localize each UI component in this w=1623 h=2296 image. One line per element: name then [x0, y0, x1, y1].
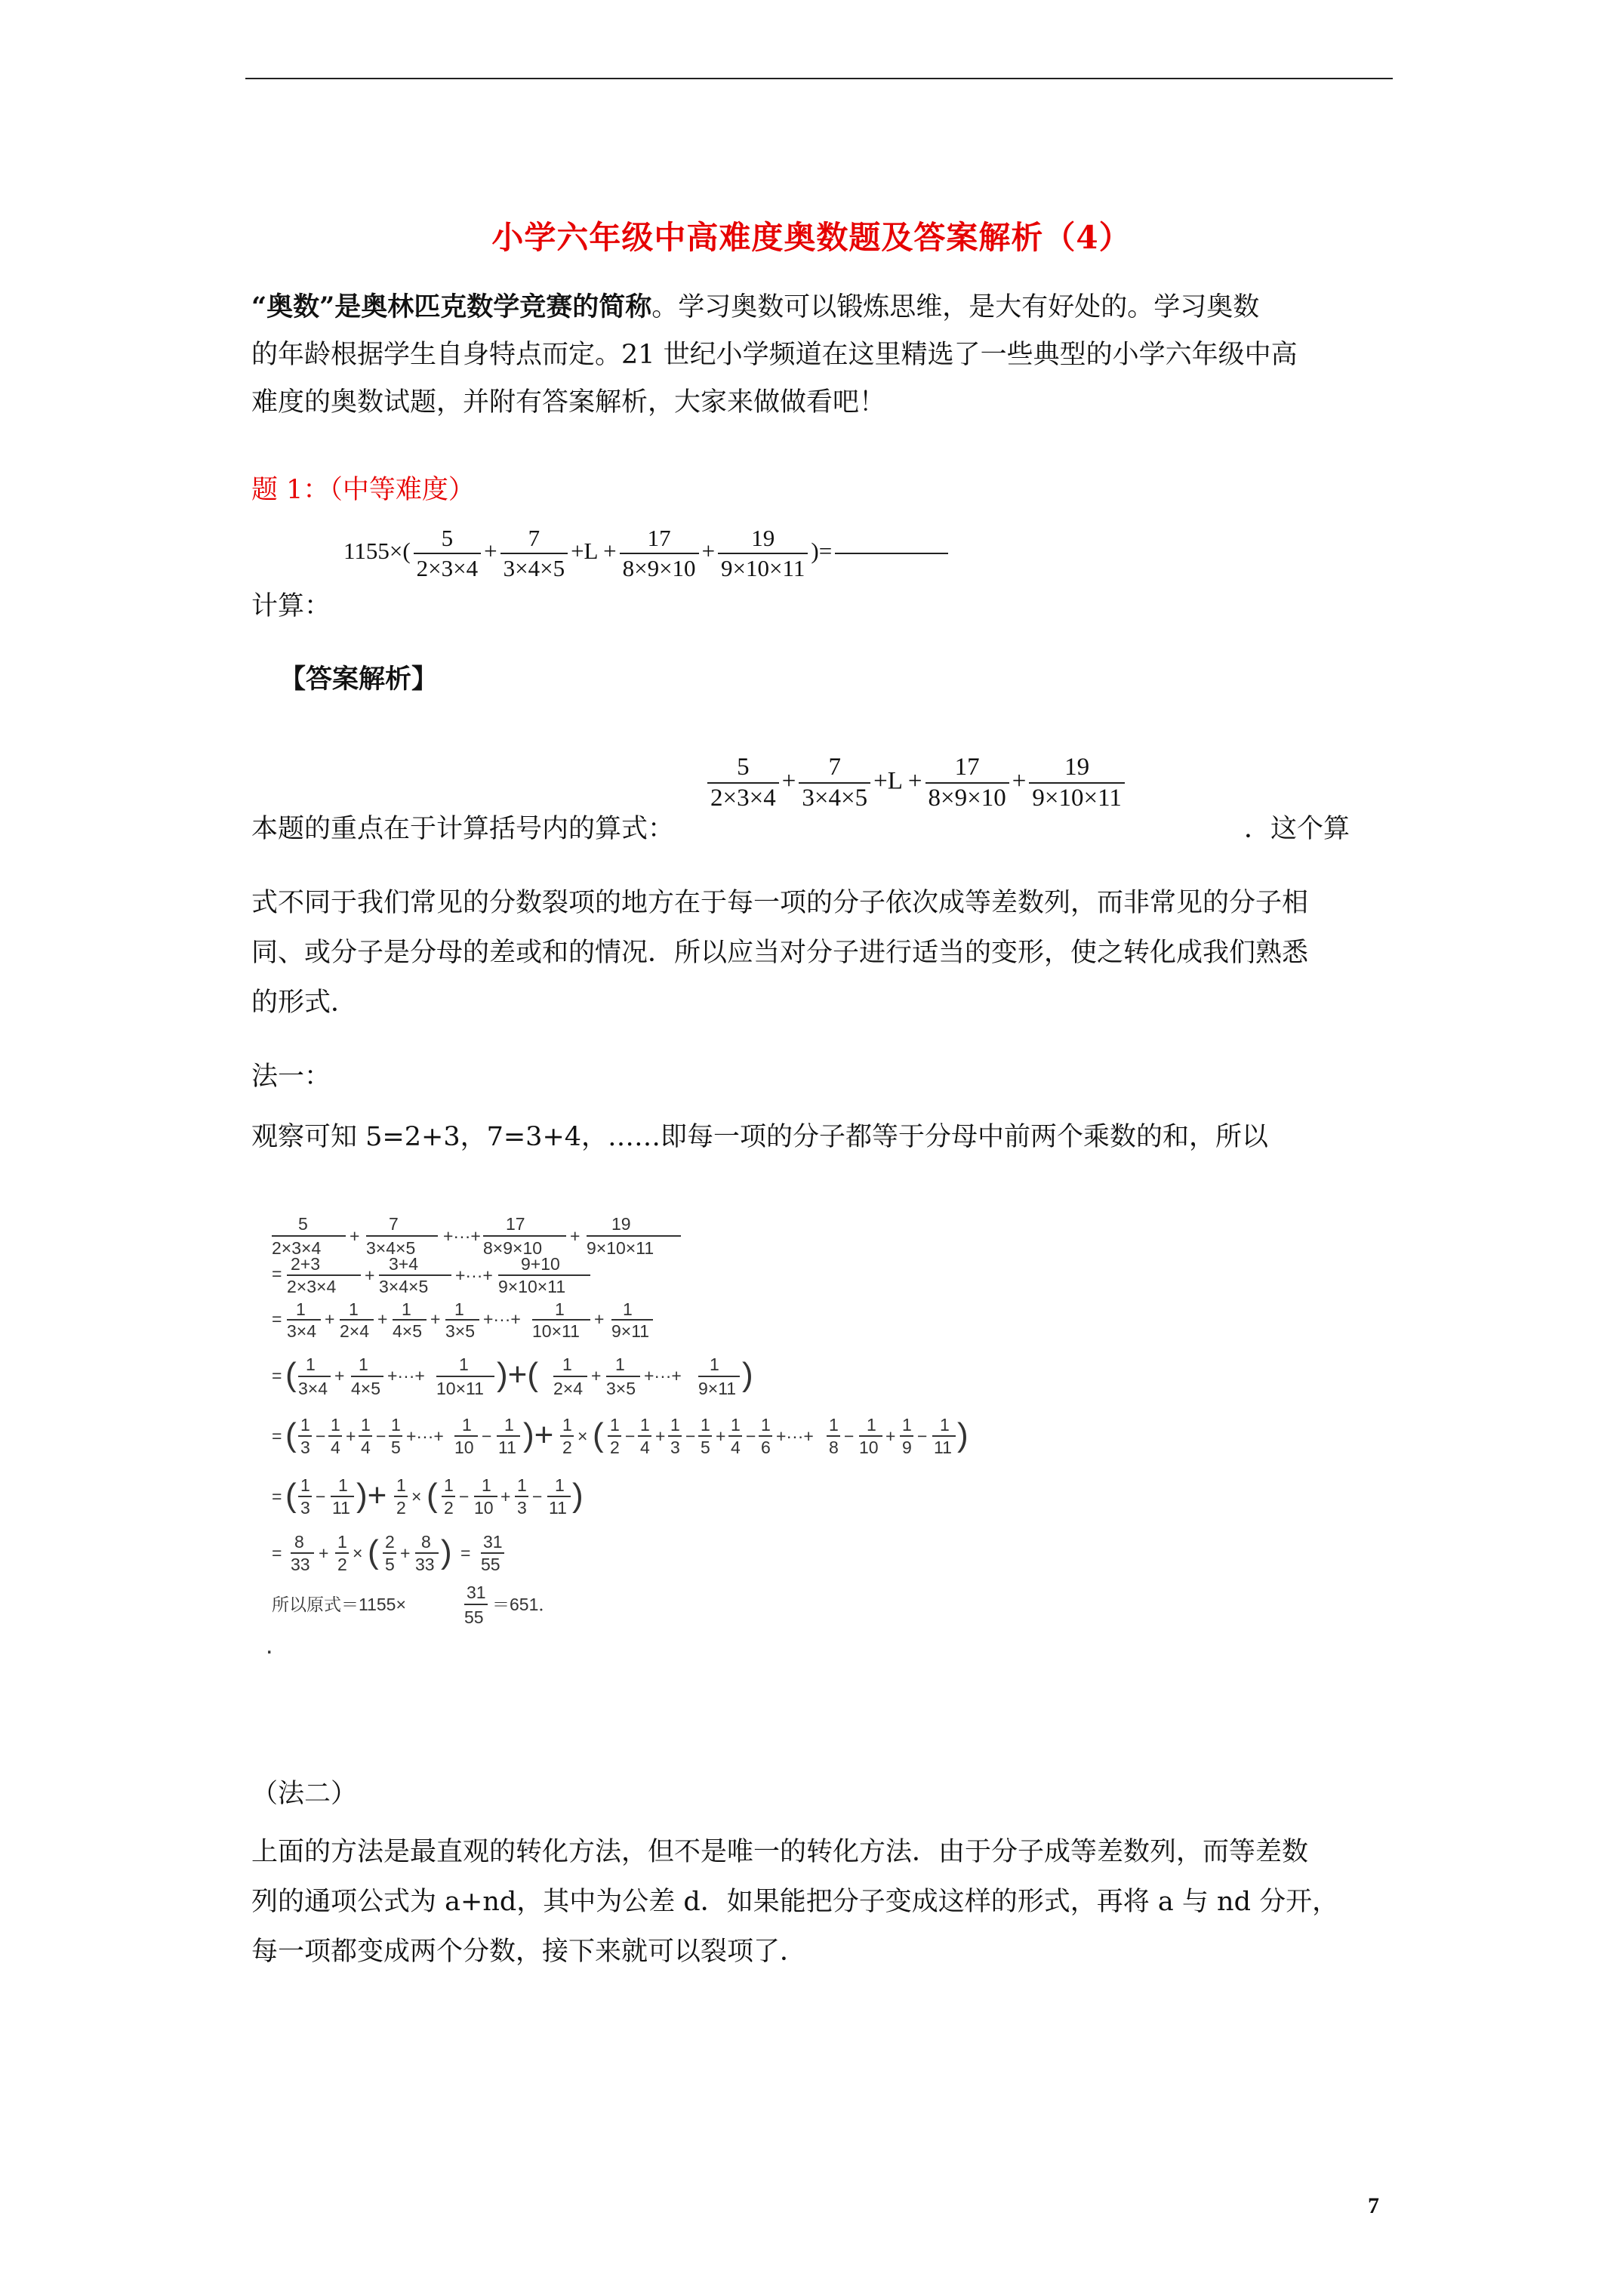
analysis-expression: $\frac{5}{2\times 3\times 4}$ + $\frac{7}{3\times 4\times 5}$ +L + $\frac{17}{8\times 9\times 10}$ + $\frac{19}{9\times 10\times 11}$ — [704, 754, 1128, 812]
svg-text:7: 7 — [389, 1214, 399, 1234]
svg-text:4×5: 4×5 — [351, 1379, 381, 1398]
analysis-lead: 本题的重点在于计算括号内的算式： — [251, 814, 675, 844]
analysis-term-2: $\frac{7}{3\times 4\times 5}$ — [799, 754, 870, 812]
svg-text:3×5: 3×5 — [606, 1379, 636, 1398]
intro-line1: 。学习奥数可以锻炼思维，是大有好处的。学习奥数 — [651, 292, 1260, 322]
question-term-1: $\frac{5}{2\times 3\times 4}$ — [414, 525, 481, 582]
svg-text:)+: )+ — [356, 1477, 387, 1514]
svg-text:11: 11 — [549, 1498, 567, 1518]
svg-text:33: 33 — [415, 1555, 435, 1574]
svg-text:−: − — [844, 1426, 855, 1446]
svg-text:+: + — [319, 1543, 329, 1563]
svg-text:(: ( — [427, 1477, 438, 1514]
method1-label: 法一： — [251, 1062, 331, 1092]
svg-text:+: + — [334, 1366, 345, 1385]
derivation-row-4 — [272, 1354, 753, 1398]
conclusion-dot: . — [266, 1631, 273, 1657]
expr-lead: 1155×( — [343, 538, 411, 565]
intro-bold: “奥数”是奥林匹克数学竞赛的简称 — [251, 291, 652, 322]
svg-text:−: − — [459, 1487, 470, 1506]
svg-text:5: 5 — [298, 1214, 308, 1234]
svg-text:+: + — [350, 1226, 360, 1246]
svg-text:3: 3 — [300, 1438, 310, 1457]
svg-text:9×11: 9×11 — [611, 1321, 650, 1341]
svg-text:+···+: +···+ — [776, 1426, 814, 1446]
svg-text:11: 11 — [498, 1438, 516, 1457]
svg-text:1: 1 — [623, 1299, 633, 1319]
derivation-row-5 — [272, 1415, 969, 1457]
svg-text:3×5: 3×5 — [445, 1321, 476, 1341]
conclusion-frac-num: 31 — [467, 1583, 486, 1602]
svg-text:1: 1 — [391, 1415, 401, 1435]
svg-text:+: + — [500, 1487, 511, 1506]
question-prefix: 计算： — [251, 591, 331, 621]
svg-text:2×4: 2×4 — [340, 1321, 370, 1341]
answer-heading: 【答案解析】 — [279, 664, 439, 695]
svg-text:(: ( — [285, 1416, 297, 1453]
svg-text:1: 1 — [300, 1415, 310, 1435]
derivation-row-6 — [272, 1475, 584, 1518]
svg-text:1: 1 — [640, 1415, 650, 1435]
svg-text:11: 11 — [934, 1438, 952, 1457]
question-term-2: $\frac{7}{3\times 4\times 5}$ — [500, 525, 568, 582]
svg-text:−: − — [746, 1426, 756, 1446]
svg-text:(: ( — [368, 1533, 379, 1570]
analysis-first-line — [251, 754, 1399, 852]
method2-line2: 列的通项公式为 a+nd，其中为公差 d．如果能把分子变成这样的形式，再将 a 与 nd 分开， — [251, 1887, 1339, 1917]
svg-text:1: 1 — [454, 1299, 464, 1319]
svg-text:1: 1 — [459, 1354, 469, 1374]
svg-text:(: ( — [285, 1477, 297, 1514]
expr-tail: )= — [811, 538, 833, 565]
svg-text:4: 4 — [640, 1438, 650, 1457]
header-rule — [245, 78, 1393, 79]
svg-text:=: = — [272, 1309, 282, 1329]
svg-text:+···+: +···+ — [406, 1426, 444, 1446]
svg-text:1: 1 — [562, 1415, 572, 1435]
svg-text:3: 3 — [670, 1438, 680, 1457]
svg-text:2: 2 — [396, 1498, 406, 1518]
svg-text:): ) — [441, 1533, 452, 1570]
svg-text:4: 4 — [731, 1438, 741, 1457]
svg-text:×: × — [353, 1543, 363, 1563]
svg-text:+···+: +···+ — [483, 1309, 521, 1329]
svg-text:1: 1 — [337, 1532, 347, 1552]
svg-text:8: 8 — [829, 1438, 839, 1457]
svg-text:1: 1 — [296, 1299, 306, 1319]
svg-text:1: 1 — [306, 1354, 316, 1374]
svg-text:1: 1 — [867, 1415, 876, 1435]
svg-text:+···+: +···+ — [387, 1366, 425, 1385]
svg-text:1: 1 — [338, 1475, 348, 1495]
conclusion-result: ＝651． — [492, 1595, 556, 1614]
svg-text:10×11: 10×11 — [532, 1321, 580, 1341]
svg-text:−: − — [482, 1426, 492, 1446]
svg-text:9×10×11: 9×10×11 — [587, 1238, 654, 1258]
svg-text:5: 5 — [701, 1438, 710, 1457]
svg-text:1: 1 — [504, 1415, 514, 1435]
svg-text:=: = — [272, 1366, 282, 1385]
svg-text:1: 1 — [829, 1415, 839, 1435]
svg-text:4: 4 — [361, 1438, 371, 1457]
analysis-line2: 式不同于我们常见的分数裂项的地方在于每一项的分子依次成等差数列，而非常见的分子相 — [251, 888, 1309, 918]
svg-text:+: + — [570, 1226, 581, 1246]
svg-text:1: 1 — [517, 1475, 527, 1495]
expr-ellipsis: +L — [571, 538, 598, 565]
svg-text:1: 1 — [562, 1354, 572, 1374]
svg-text:1: 1 — [396, 1475, 406, 1495]
svg-text:4×5: 4×5 — [393, 1321, 423, 1341]
analysis-term-3: $\frac{17}{8\times 9\times 10}$ — [925, 754, 1009, 812]
method2-line1: 上面的方法是最直观的转化方法，但不是唯一的转化方法．由于分子成等差数列，而等差数 — [251, 1837, 1309, 1867]
page-title: 小学六年级中高难度奥数题及答案解析（4） — [491, 219, 1132, 256]
svg-text:8: 8 — [294, 1532, 304, 1552]
svg-text:2: 2 — [562, 1438, 572, 1457]
conclusion-text: 所以原式＝1155× — [272, 1595, 406, 1614]
svg-text:2×3×4: 2×3×4 — [272, 1238, 322, 1258]
intro-paragraph — [251, 283, 1395, 427]
analysis-paragraph — [251, 878, 1395, 1028]
svg-text:−: − — [625, 1426, 636, 1446]
svg-text:−: − — [917, 1426, 928, 1446]
svg-text:11: 11 — [332, 1498, 350, 1518]
svg-text:3: 3 — [300, 1498, 310, 1518]
svg-text:(: ( — [593, 1416, 604, 1453]
intro-line3: 难度的奥数试题，并附有答案解析，大家来做做看吧！ — [251, 387, 886, 418]
svg-text:×: × — [577, 1426, 588, 1446]
svg-text:10×11: 10×11 — [436, 1379, 484, 1398]
svg-text:9×11: 9×11 — [698, 1379, 737, 1398]
svg-text:1: 1 — [361, 1415, 371, 1435]
svg-text:1: 1 — [555, 1299, 565, 1319]
svg-text:10: 10 — [454, 1438, 474, 1457]
svg-text:)+(: )+( — [497, 1356, 538, 1393]
svg-text:−: − — [376, 1426, 387, 1446]
svg-text:6: 6 — [761, 1438, 771, 1457]
derivation-row-3 — [272, 1299, 653, 1341]
svg-text:1: 1 — [482, 1475, 491, 1495]
svg-text:=: = — [272, 1487, 282, 1506]
svg-text:+: + — [655, 1426, 666, 1446]
svg-text:1: 1 — [940, 1415, 950, 1435]
svg-text:−: − — [685, 1426, 696, 1446]
svg-text:3×4×5: 3×4×5 — [379, 1277, 429, 1296]
answer-blank — [835, 553, 948, 554]
svg-text:3+4: 3+4 — [389, 1254, 419, 1274]
svg-text:+: + — [325, 1309, 335, 1329]
svg-text:9+10: 9+10 — [521, 1254, 560, 1274]
svg-text:3×4×5: 3×4×5 — [366, 1238, 416, 1258]
svg-text:−: − — [532, 1487, 543, 1506]
svg-text:+: + — [594, 1309, 605, 1329]
svg-text:=: = — [272, 1543, 282, 1563]
method2-paragraph — [251, 1827, 1395, 1977]
method1-observation: 观察可知 5=2+3，7=3+4，……即每一项的分子都等于分母中前两个乘数的和，所以 — [251, 1122, 1269, 1152]
derivation-row-7 — [272, 1532, 504, 1574]
intro-line2: 的年龄根据学生自身特点而定。21 世纪小学频道在这里精选了一些典型的小学六年级中高 — [251, 340, 1298, 370]
svg-text:1: 1 — [359, 1354, 368, 1374]
svg-text:+: + — [716, 1426, 726, 1446]
svg-text:31: 31 — [483, 1532, 503, 1552]
svg-text:+···+: +···+ — [455, 1265, 493, 1285]
svg-text:+: + — [377, 1309, 388, 1329]
svg-text:+: + — [365, 1265, 375, 1285]
svg-text:1: 1 — [331, 1415, 340, 1435]
svg-text:1: 1 — [761, 1415, 771, 1435]
svg-text:)+: )+ — [523, 1416, 554, 1453]
svg-text:): ) — [957, 1416, 969, 1453]
svg-text:2: 2 — [444, 1498, 454, 1518]
svg-text:2: 2 — [385, 1532, 395, 1552]
svg-text:=: = — [272, 1264, 282, 1284]
svg-text:9: 9 — [902, 1438, 912, 1457]
svg-text:3×4: 3×4 — [287, 1321, 317, 1341]
svg-text:4: 4 — [331, 1438, 340, 1457]
svg-text:2+3: 2+3 — [291, 1254, 321, 1274]
svg-text:17: 17 — [506, 1214, 525, 1234]
svg-text:+···+: +···+ — [443, 1226, 481, 1246]
svg-text:=: = — [460, 1543, 471, 1563]
svg-text:1: 1 — [349, 1299, 359, 1319]
derivation-row-2 — [272, 1254, 590, 1296]
svg-text:1: 1 — [610, 1415, 620, 1435]
svg-text:1: 1 — [555, 1475, 565, 1495]
svg-text:1: 1 — [402, 1299, 411, 1319]
svg-text:2×4: 2×4 — [553, 1379, 584, 1398]
svg-text:×: × — [411, 1487, 422, 1506]
svg-text:2: 2 — [610, 1438, 620, 1457]
svg-text:1: 1 — [444, 1475, 454, 1495]
svg-text:8: 8 — [421, 1532, 431, 1552]
svg-text:=: = — [272, 1426, 282, 1446]
svg-text:5: 5 — [385, 1555, 395, 1574]
svg-text:1: 1 — [701, 1415, 710, 1435]
svg-text:(: ( — [285, 1356, 297, 1393]
method2-label: （法二） — [251, 1779, 358, 1809]
svg-text:+···+: +···+ — [644, 1366, 682, 1385]
analysis-term-1: $\frac{5}{2\times 3\times 4}$ — [707, 754, 779, 812]
method2-line3: 每一项都变成两个分数，接下来就可以裂项了． — [251, 1937, 807, 1967]
analysis-after: ．这个算 — [1244, 814, 1350, 844]
derivation-figure — [264, 1212, 1110, 1657]
svg-text:19: 19 — [611, 1214, 631, 1234]
svg-text:10: 10 — [474, 1498, 494, 1518]
derivation-row-1 — [272, 1214, 681, 1258]
svg-text:2×3×4: 2×3×4 — [287, 1277, 337, 1296]
svg-text:+: + — [885, 1426, 896, 1446]
svg-text:1: 1 — [670, 1415, 680, 1435]
svg-text:1: 1 — [902, 1415, 912, 1435]
svg-text:1: 1 — [731, 1415, 741, 1435]
derivation-conclusion — [266, 1583, 556, 1657]
svg-text:): ) — [742, 1356, 753, 1393]
svg-text:−: − — [316, 1426, 326, 1446]
question-expression: 1155×( $\frac{5}{2\times 3\times 4}$ + $\frac{7}{3\times 4\times 5}$ +L + $\frac{17}{8\times 9\times 10}$ + $\frac{19}{9\times 10\times 11}$ )= — [343, 525, 948, 582]
svg-text:1: 1 — [462, 1415, 472, 1435]
page-number: 7 — [1368, 2193, 1379, 2218]
conclusion-frac-den: 55 — [464, 1607, 484, 1627]
analysis-line4: 的形式． — [251, 988, 358, 1018]
svg-text:33: 33 — [291, 1555, 310, 1574]
svg-text:): ) — [572, 1477, 584, 1514]
svg-text:3×4: 3×4 — [298, 1379, 328, 1398]
svg-text:+: + — [400, 1543, 411, 1563]
svg-text:1: 1 — [710, 1354, 719, 1374]
svg-text:2: 2 — [337, 1555, 347, 1574]
svg-text:9×10×11: 9×10×11 — [498, 1277, 566, 1296]
svg-text:−: − — [316, 1487, 326, 1506]
svg-text:8×9×10: 8×9×10 — [483, 1238, 543, 1258]
svg-text:5: 5 — [391, 1438, 401, 1457]
question-label: 题 1：（中等难度） — [251, 475, 475, 505]
svg-text:+: + — [346, 1426, 356, 1446]
analysis-line3: 同、或分子是分母的差或和的情况．所以应当对分子进行适当的变形，使之转化成我们熟悉 — [251, 938, 1309, 968]
svg-text:3: 3 — [517, 1498, 527, 1518]
svg-text:+: + — [591, 1366, 602, 1385]
question-term-3: $\frac{17}{8\times 9\times 10}$ — [620, 525, 699, 582]
svg-text:10: 10 — [859, 1438, 879, 1457]
analysis-term-4: $\frac{19}{9\times 10\times 11}$ — [1029, 754, 1125, 812]
question-term-4: $\frac{19}{9\times 10\times 11}$ — [718, 525, 808, 582]
svg-text:1: 1 — [615, 1354, 625, 1374]
svg-text:1: 1 — [300, 1475, 310, 1495]
svg-text:+: + — [430, 1309, 441, 1329]
svg-text:55: 55 — [481, 1555, 500, 1574]
